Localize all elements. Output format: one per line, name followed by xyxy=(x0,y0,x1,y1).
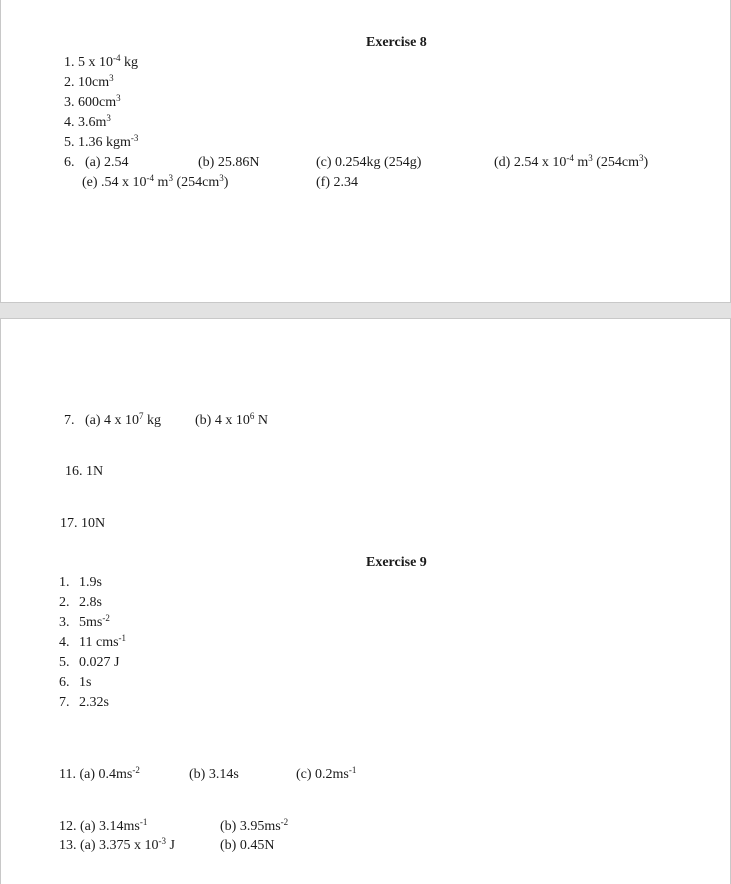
ex9-answer-1 xyxy=(59,574,102,592)
ex8-answer-6b: (b) 25.86N xyxy=(198,155,260,170)
ex9-answer-6-value: 1s xyxy=(79,675,92,690)
ex8-answer-3-value: $600cm^3$ xyxy=(78,93,121,110)
ex9-answer-2-value: 2.8s xyxy=(79,595,102,610)
ex9-answer-12a: 12. (a) $3.14ms^{-1}$ xyxy=(59,817,148,834)
ex8-answer-4-value: $3.6m^3$ xyxy=(78,113,111,130)
exercise-9-title: Exercise 9 xyxy=(366,555,427,570)
ex9-answer-13b: (b) 0.45N xyxy=(220,838,275,853)
ex8-answer-3-number: 3. xyxy=(64,95,75,110)
ex8-answer-7a: (a) 4 x $10^7$ kg xyxy=(85,411,162,428)
ex9-answer-11b: (b) 3.14s xyxy=(189,767,239,782)
ex8-answer-16: 16. 1N xyxy=(65,464,104,479)
ex8-answer-1-number: 1. xyxy=(64,55,75,70)
ex9-answer-2 xyxy=(59,594,102,612)
ex8-answer-3 xyxy=(64,94,121,112)
ex9-answer-7-number: 7. xyxy=(59,695,70,710)
page-gap xyxy=(0,303,731,318)
ex8-answer-7-number: 7. xyxy=(64,413,75,428)
ex8-answer-6d: (d) 2.54 x $10^{-4}$ $m^3$ $(254cm^3)$ xyxy=(494,153,649,170)
ex9-answer-3-value: $5ms^{-2}$ xyxy=(79,613,110,630)
document-page-2 xyxy=(0,318,731,884)
exercise-8-title: Exercise 8 xyxy=(366,35,427,50)
ex8-answer-6c: (c) 0.254kg (254g) xyxy=(316,155,422,170)
ex8-answer-1-value: 5 x $10^{-4}$ kg xyxy=(78,53,138,70)
ex9-answer-5 xyxy=(59,654,119,672)
ex9-answer-6 xyxy=(59,674,91,692)
ex8-answer-4 xyxy=(64,114,111,132)
ex8-answer-4-number: 4. xyxy=(64,115,75,130)
ex8-answer-6e: (e) .54 x $10^{-4}$ $m^3$ $(254cm^3)$ xyxy=(82,173,229,190)
ex9-answer-11a: 11. (a) $0.4ms^{-2}$ xyxy=(59,765,140,782)
ex9-answer-2-number: 2. xyxy=(59,595,70,610)
ex9-answer-13a: 13. (a) 3.375 x $10^{-3}$ J xyxy=(59,836,175,853)
ex9-answer-6-number: 6. xyxy=(59,675,70,690)
ex9-answer-11c: (c) $0.2ms^{-1}$ xyxy=(296,765,357,782)
ex8-answer-2-value: $10cm^3$ xyxy=(78,73,114,90)
ex9-answer-4-number: 4. xyxy=(59,635,70,650)
ex8-answer-6-number: 6. xyxy=(64,155,75,170)
ex9-answer-12b: (b) $3.95ms^{-2}$ xyxy=(220,817,289,834)
ex9-answer-4 xyxy=(59,634,126,652)
ex9-answer-7 xyxy=(59,694,109,712)
ex9-answer-3 xyxy=(59,614,110,632)
ex8-answer-6f: (f) 2.34 xyxy=(316,175,358,190)
ex8-answer-5 xyxy=(64,134,138,152)
ex8-answer-1 xyxy=(64,54,138,72)
ex8-answer-2 xyxy=(64,74,114,92)
ex9-answer-3-number: 3. xyxy=(59,615,70,630)
ex8-answer-5-value: 1.36 kgm$^{-3}$ xyxy=(78,133,139,150)
ex8-answer-7b: (b) 4 x $10^6$ N xyxy=(195,411,268,428)
ex9-answer-5-value: 0.027 J xyxy=(79,655,120,670)
ex8-answer-6a: (a) 2.54 xyxy=(85,155,129,170)
ex9-answer-7-value: 2.32s xyxy=(79,695,109,710)
ex8-answer-2-number: 2. xyxy=(64,75,75,90)
ex9-answer-5-number: 5. xyxy=(59,655,70,670)
ex9-answer-1-number: 1. xyxy=(59,575,70,590)
ex8-answer-17: 17. 10N xyxy=(60,516,106,531)
ex8-answer-5-number: 5. xyxy=(64,135,75,150)
ex9-answer-1-value: 1.9s xyxy=(79,575,102,590)
ex9-answer-4-value: 11 cms$^{-1}$ xyxy=(79,633,127,650)
